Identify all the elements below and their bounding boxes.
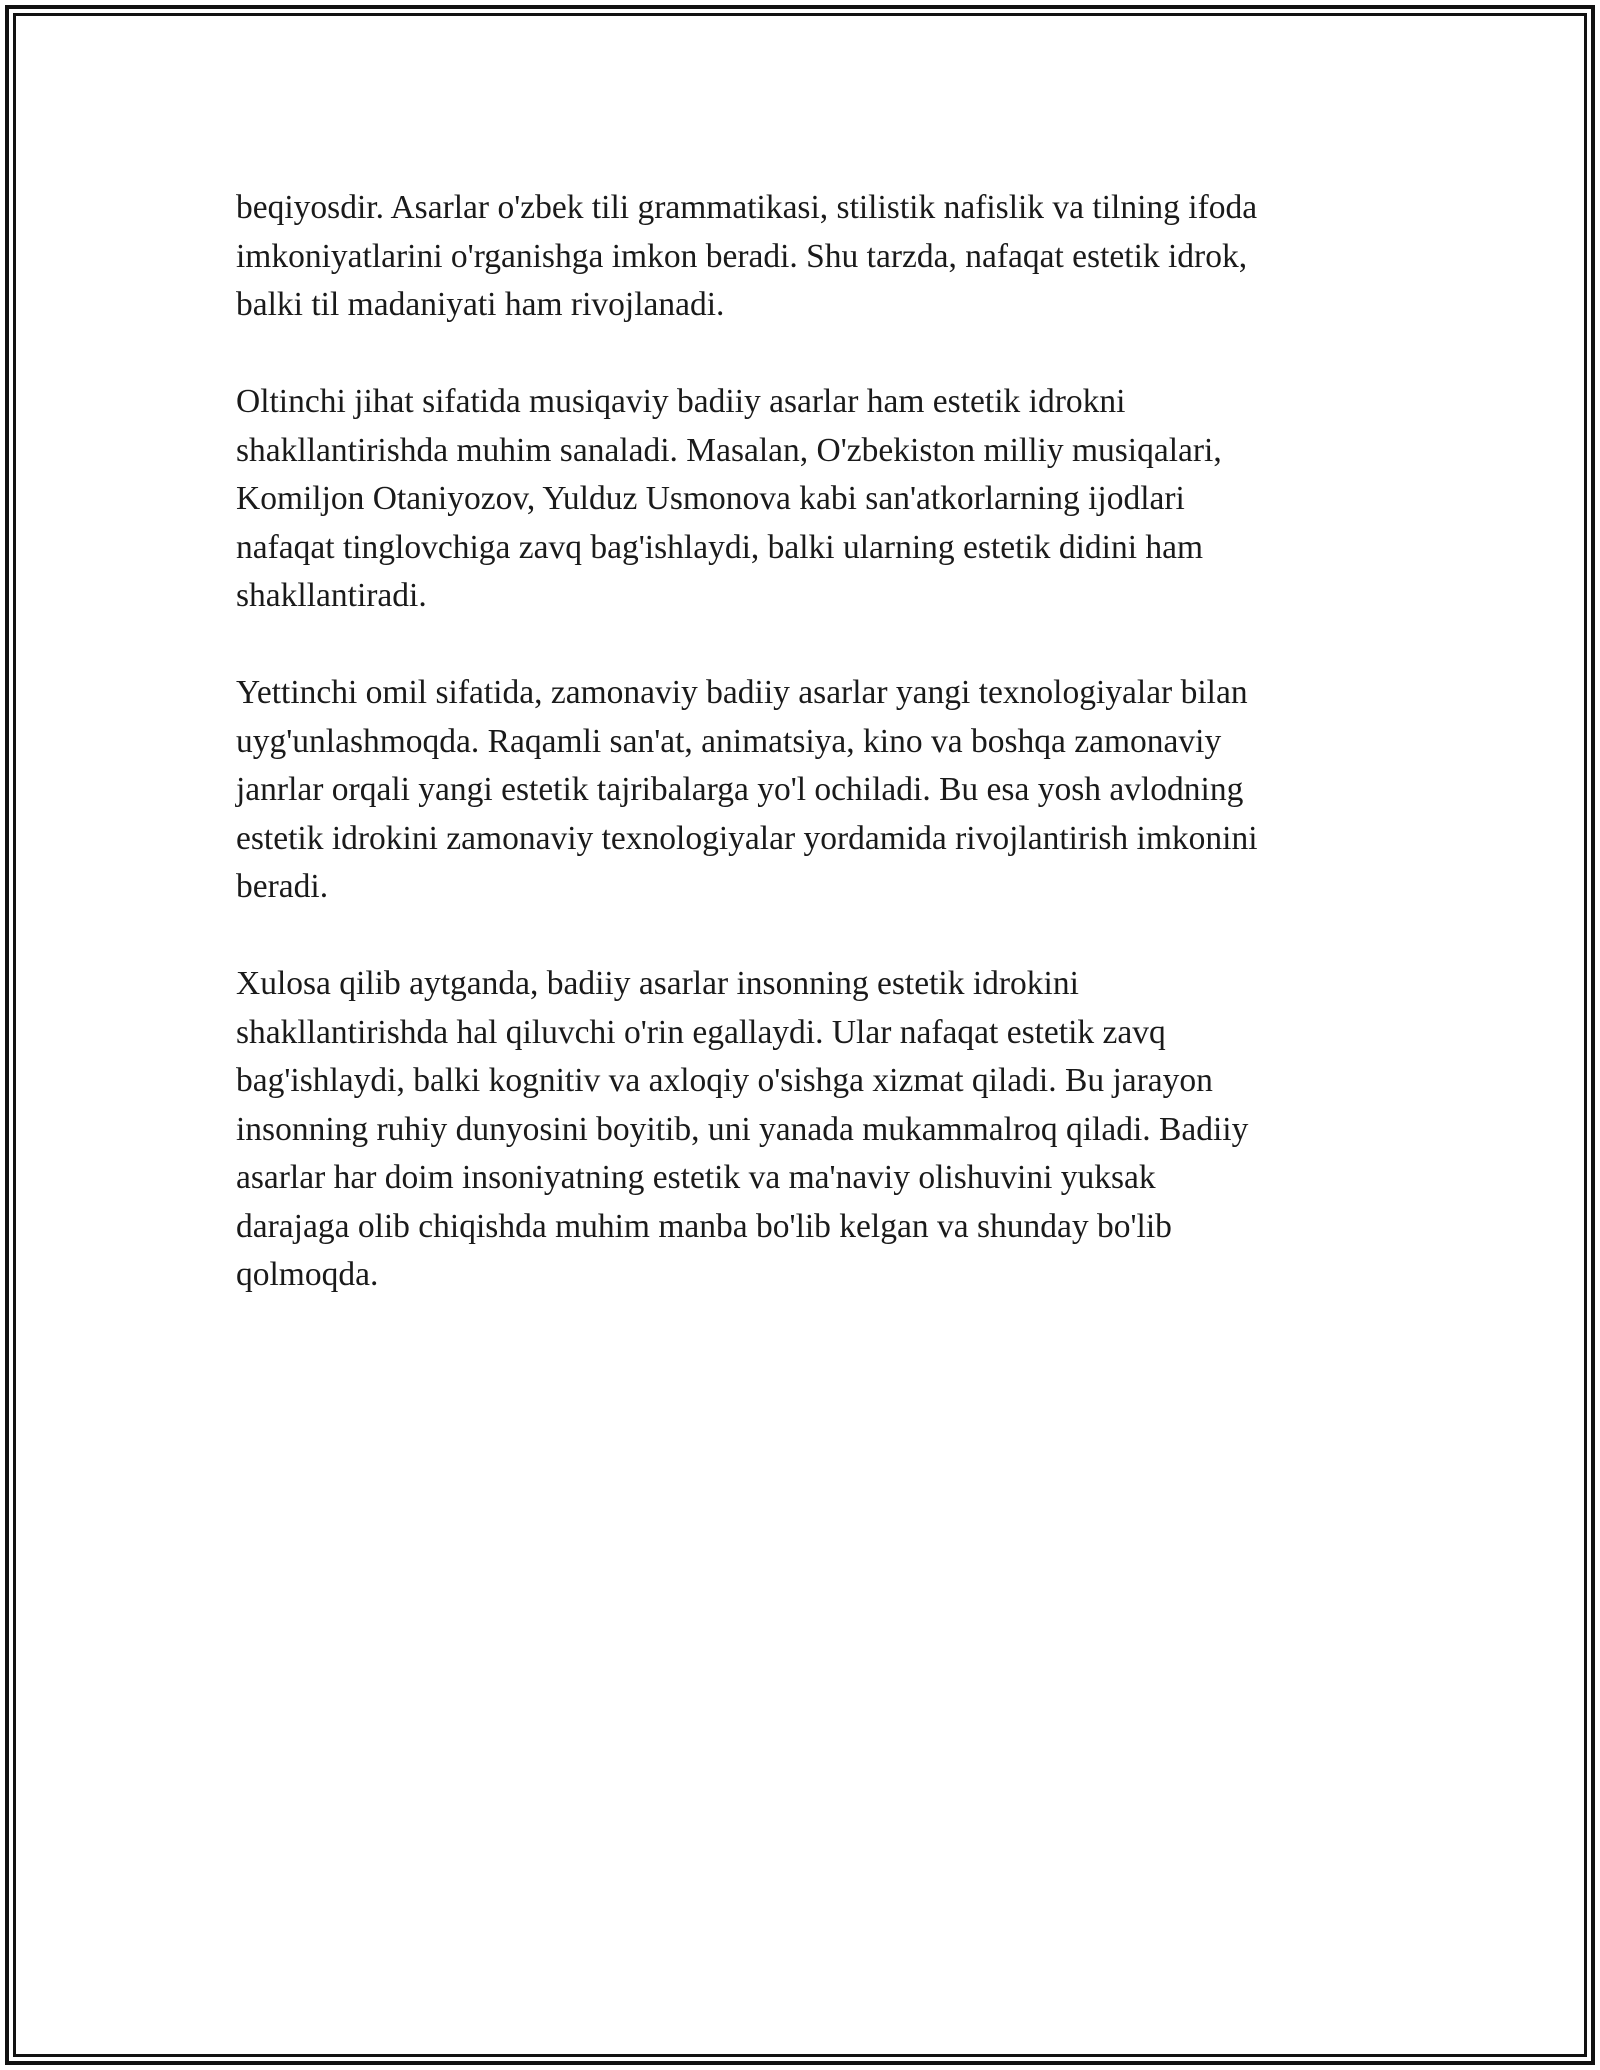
paragraph-line: janrlar orqali yangi estetik tajribalarga yo'l ochiladi. Bu esa yosh avlodning	[236, 771, 1244, 808]
paragraph-line: beqiyosdir. Asarlar o'zbek tili grammatikasi, stilistik nafislik va tilning ifoda	[236, 189, 1258, 226]
paragraph-line: nafaqat tinglovchiga zavq bag'ishlaydi, balki ularning estetik didini ham	[236, 528, 1204, 566]
paragraph-line: Xulosa qilib aytganda, badiiy asarlar insonning estetik idrokini	[236, 965, 1079, 1002]
paragraph-line: imkoniyatlarini o'rganishga imkon beradi. Shu tarzda, nafaqat estetik idrok,	[236, 237, 1248, 275]
paragraph-line: darajaga olib chiqishda muhim manba bo'lib kelgan va shunday bo'lib	[236, 1207, 1172, 1245]
paragraph-line: Oltinchi jihat sifatida musiqaviy badiiy asarlar ham estetik idrokni	[236, 383, 1126, 420]
paragraph-line: shakllantirishda hal qiluvchi o'rin egallaydi. Ular nafaqat estetik zavq	[236, 1013, 1166, 1051]
paragraph-line: Yettinchi omil sifatida, zamonaviy badiiy asarlar yangi texnologiyalar bilan	[236, 674, 1248, 711]
paragraph-line: shakllantiradi.	[236, 577, 427, 614]
paragraph-line: bag'ishlaydi, balki kognitiv va axloqiy o'sishga xizmat qiladi. Bu jarayon	[236, 1062, 1213, 1099]
paragraph-3	[236, 669, 1366, 912]
paragraph-line: Komiljon Otaniyozov, Yulduz Usmonova kabi san'atkorlarning ijodlari	[236, 480, 1185, 517]
paragraph-line: balki til madaniyati ham rivojlanadi.	[236, 286, 725, 323]
paragraph-2	[236, 378, 1366, 621]
paragraph-line: shakllantirishda muhim sanaladi. Masalan, O'zbekiston milliy musiqalari,	[236, 431, 1222, 469]
paragraph-1	[236, 184, 1366, 330]
paragraph-line: asarlar har doim insoniyatning estetik va ma'naviy olishuvini yuksak	[236, 1159, 1156, 1196]
paragraph-line: qolmoqda.	[236, 1256, 379, 1293]
document-body	[236, 184, 1366, 1348]
paragraph-4	[236, 960, 1366, 1300]
paragraph-line: estetik idrokini zamonaviy texnologiyalar yordamida rivojlantirish imkonini	[236, 819, 1258, 857]
paragraph-line: uyg'unlashmoqda. Raqamli san'at, animatsiya, kino va boshqa zamonaviy	[236, 722, 1222, 760]
paragraph-line: beradi.	[236, 868, 329, 905]
paragraph-line: insonning ruhiy dunyosini boyitib, uni yanada mukammalroq qiladi. Badiiy	[236, 1110, 1249, 1148]
